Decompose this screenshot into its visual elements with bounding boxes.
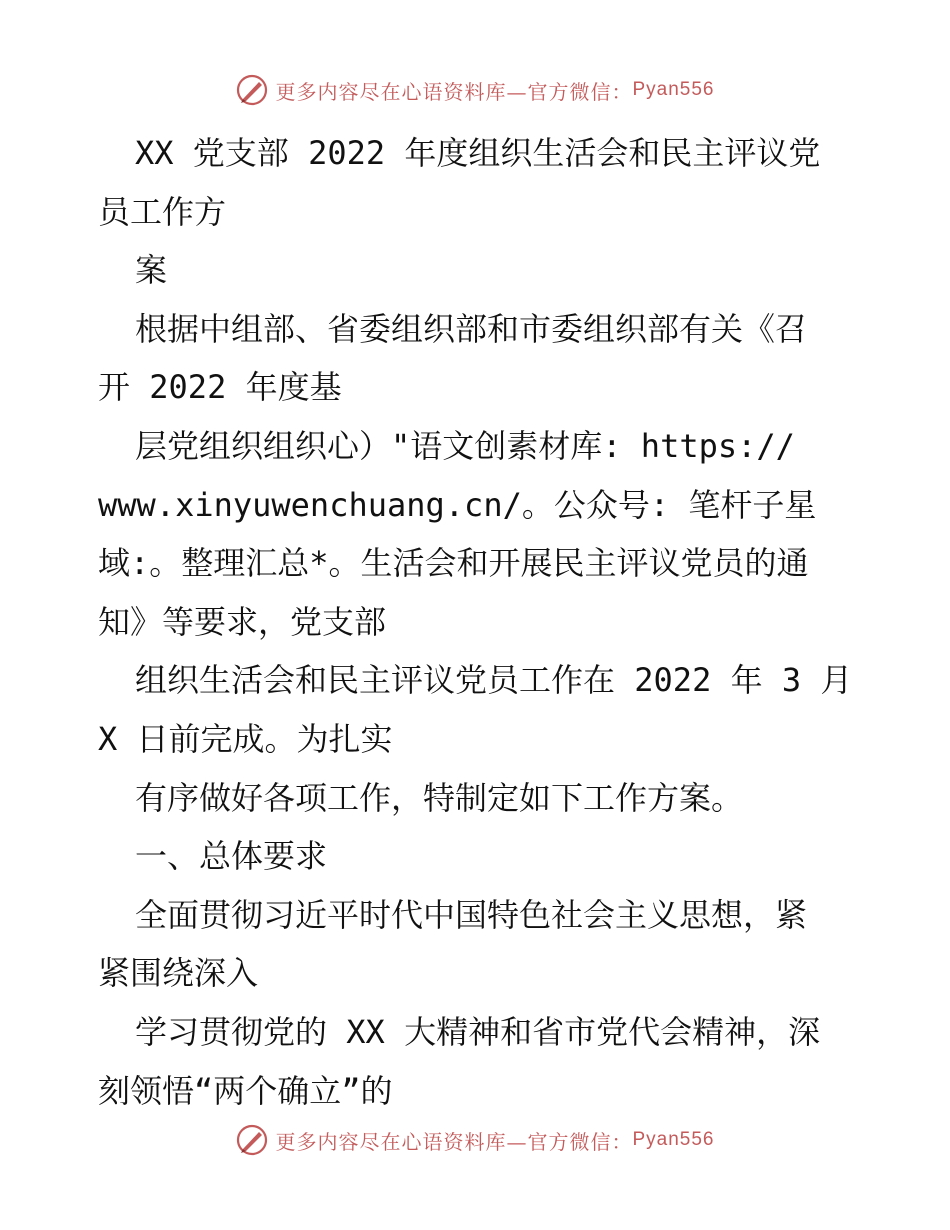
text-line: 案 [135, 251, 168, 290]
text-line: 一、总体要求 [135, 837, 328, 876]
text-line: 紧围绕深入 [98, 954, 259, 993]
text-line: 员工作方 [98, 192, 227, 231]
text-line: XX 党支部 2022 年度组织生活会和民主评议党 [135, 134, 821, 172]
text-line: www.xinyuwenchuang.cn/。公众号: 笔杆子星 [98, 485, 817, 524]
document-body [98, 124, 858, 1120]
text-line: 域:。整理汇总*。生活会和开展民主评议党员的通 [98, 544, 809, 583]
text-line: 根据中组部、省委组织部和市委组织部有关《召 [135, 309, 808, 348]
text-line: X 日前完成。为扎实 [98, 719, 393, 758]
wechat-id: Pyan556 [632, 79, 715, 100]
banner-text: 更多内容尽在心语资料库—官方微信： [275, 79, 633, 104]
text-line: 全面贯彻习近平时代中国特色社会主义思想，紧 [135, 895, 808, 934]
footer-banner [0, 1120, 950, 1160]
header-banner [0, 70, 950, 110]
text-line: 组织生活会和民主评议党员工作在 2022 年 3 月 [135, 661, 853, 700]
banner-text: 更多内容尽在心语资料库—官方微信： [275, 1129, 633, 1154]
text-line: 刻领悟“两个确立”的 [98, 1071, 393, 1110]
text-line: 知》等要求，党支部 [98, 602, 387, 641]
pen-logo-icon [235, 73, 269, 107]
text-line: 层党组织组织心）"语文创素材库: https:// [135, 426, 795, 465]
pen-logo-icon [235, 1123, 269, 1157]
text-line: 有序做好各项工作，特制定如下工作方案。 [135, 778, 744, 817]
text-line: 开 2022 年度基 [98, 368, 342, 407]
wechat-id: Pyan556 [632, 1129, 715, 1150]
text-line: 学习贯彻党的 XX 大精神和省市党代会精神，深 [135, 1012, 821, 1051]
